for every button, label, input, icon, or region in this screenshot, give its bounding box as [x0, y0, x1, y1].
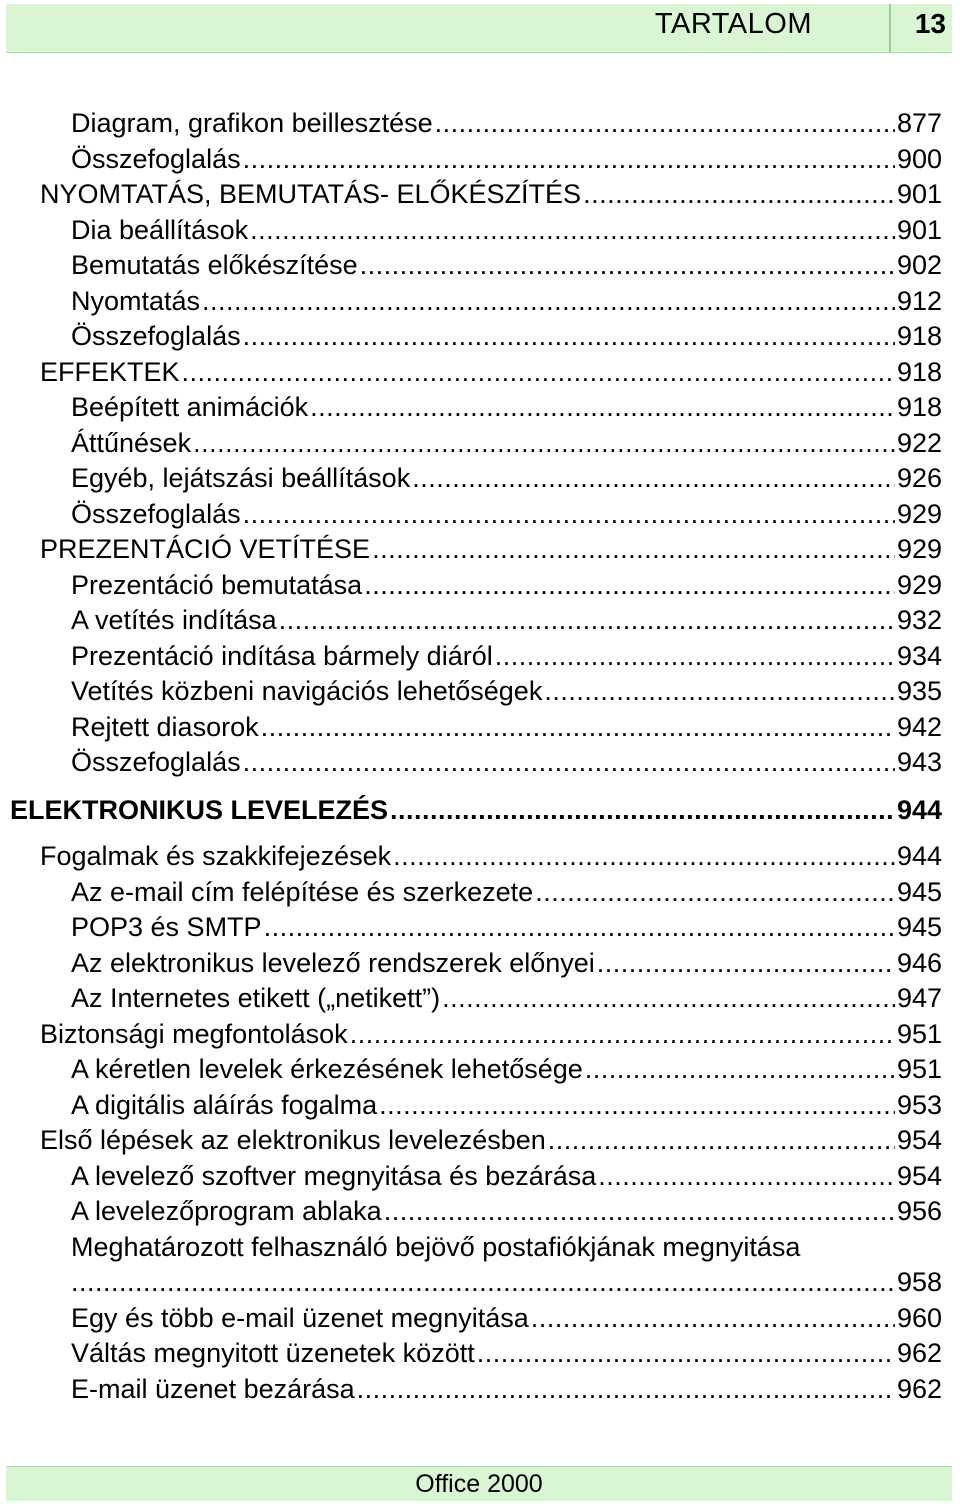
toc-entry-page: 942	[896, 711, 942, 742]
dot-leader	[598, 1159, 895, 1195]
dot-leader	[435, 106, 895, 142]
toc-entry-title: A kéretlen levelek érkezésének lehetősége	[71, 1054, 583, 1084]
toc-entry-title: Az elektronikus levelező rendszerek előnyei	[71, 947, 595, 978]
toc-entry-page: 929	[896, 498, 942, 529]
toc-entry-title: Prezentáció bemutatása	[71, 569, 363, 600]
toc-entry[interactable]	[0, 1194, 960, 1230]
dot-leader	[250, 213, 895, 249]
toc-entry-title: Vetítés közbeni navigációs lehetőségek	[71, 676, 543, 706]
toc-entry-title: A levelezőprogram ablaka	[71, 1196, 382, 1226]
dot-leader	[442, 981, 895, 1017]
dot-leader	[393, 839, 895, 875]
dot-leader	[583, 177, 895, 213]
toc-entry-title: A digitális aláírás fogalma	[71, 1089, 378, 1120]
dot-leader	[390, 793, 895, 829]
toc-entry-page: 946	[896, 947, 942, 978]
toc-entry-page: 935	[896, 676, 942, 706]
toc-entry-page: 926	[896, 463, 942, 493]
toc-entry[interactable]	[0, 106, 960, 142]
header-title: TARTALOM	[654, 8, 812, 40]
toc-entry-page: 944	[896, 841, 942, 871]
toc-entry-title: Nyomtatás	[71, 285, 201, 316]
toc-entry-page: 960	[896, 1302, 942, 1333]
toc-entry-page: 943	[896, 747, 942, 777]
toc-entry-title: Beépített animációk	[71, 392, 309, 422]
dot-leader	[279, 603, 895, 639]
toc-entry[interactable]	[0, 1017, 960, 1053]
toc-entry-title: A levelező szoftver megnyitása és bezárása	[71, 1160, 597, 1191]
toc-entry-page: 954	[896, 1125, 942, 1155]
toc-entry[interactable]	[0, 981, 960, 1017]
toc-entry[interactable]	[0, 946, 960, 982]
dot-leader	[379, 1088, 895, 1124]
dot-leader	[535, 875, 895, 911]
toc-entry-page: 945	[896, 912, 942, 942]
toc-entry[interactable]	[0, 1052, 960, 1088]
toc-entry-page: 953	[896, 1089, 942, 1120]
toc-entry-page: 962	[896, 1338, 942, 1368]
dot-leader	[202, 284, 895, 320]
toc-entry-title: Fogalmak és szakkifejezések	[40, 841, 392, 871]
toc-entry-page: 877	[896, 108, 942, 138]
toc-entry-title: ELEKTRONIKUS LEVELEZÉS	[10, 794, 389, 825]
toc-entry-page: 962	[896, 1373, 942, 1404]
toc-entry-title: Dia beállítások	[71, 214, 249, 245]
dot-leader	[585, 1052, 895, 1088]
toc-entry[interactable]	[0, 497, 960, 533]
toc-entry-title: Az Internetes etikett („netikett”)	[71, 983, 441, 1013]
toc-entry-title: Áttűnések	[71, 427, 192, 458]
toc-entry-title: NYOMTATÁS, BEMUTATÁS- ELŐKÉSZÍTÉS	[40, 179, 582, 209]
table-of-contents	[0, 106, 960, 1407]
toc-entry[interactable]	[0, 319, 960, 355]
toc-entry-title: Meghatározott felhasználó bejövő postafiókjának megnyitása	[71, 1231, 801, 1262]
toc-entry[interactable]	[0, 142, 960, 178]
toc-entry-title: Összefoglalás	[71, 143, 241, 174]
dot-leader	[243, 745, 895, 781]
toc-entry-page: 945	[896, 876, 942, 907]
toc-entry[interactable]	[0, 793, 960, 829]
toc-entry-page: 929	[896, 534, 942, 564]
dot-leader	[531, 1301, 895, 1337]
toc-entry-title: Egy és több e-mail üzenet megnyitása	[71, 1302, 529, 1333]
dot-leader	[495, 639, 895, 675]
toc-entry-page: 944	[896, 794, 942, 825]
footer-text: Office 2000	[415, 1470, 543, 1498]
toc-entry[interactable]	[0, 875, 960, 911]
toc-entry[interactable]	[0, 710, 960, 746]
toc-entry-page: 947	[896, 983, 942, 1013]
toc-entry-page: 912	[896, 285, 942, 316]
toc-entry-page: 918	[896, 356, 942, 387]
toc-entry-title: POP3 és SMTP	[71, 912, 262, 942]
toc-entry[interactable]	[0, 426, 960, 462]
dot-leader	[243, 319, 895, 355]
toc-entry-title: A vetítés indítása	[71, 605, 277, 635]
dot-leader	[364, 568, 895, 604]
toc-entry[interactable]	[0, 839, 960, 875]
toc-entry[interactable]	[0, 1159, 960, 1195]
toc-entry-title: Diagram, grafikon beillesztése	[71, 108, 433, 138]
toc-entry-title: Egyéb, lejátszási beállítások	[71, 463, 411, 493]
toc-entry-page: 900	[896, 143, 942, 174]
toc-entry-title: Váltás megnyitott üzenetek között	[71, 1338, 475, 1368]
toc-entry[interactable]	[0, 461, 960, 497]
dot-leader	[548, 1123, 895, 1159]
toc-entry-page: 951	[896, 1018, 942, 1049]
toc-entry-title: EFFEKTEK	[40, 356, 180, 387]
toc-entry-page: 901	[896, 179, 942, 209]
toc-entry-title: Összefoglalás	[71, 498, 241, 529]
toc-entry-title: Biztonsági megfontolások	[40, 1018, 348, 1049]
toc-entry[interactable]	[0, 1372, 960, 1408]
toc-entry[interactable]	[0, 213, 960, 249]
dot-leader	[597, 946, 895, 982]
dot-leader	[243, 497, 895, 533]
toc-entry-title: Rejtett diasorok	[71, 711, 259, 742]
toc-entry-title: Összefoglalás	[71, 747, 241, 777]
dot-leader	[243, 142, 895, 178]
toc-entry-title: Prezentáció indítása bármely diáról	[71, 640, 493, 671]
dot-leader	[264, 910, 895, 946]
page-number: 13	[914, 8, 946, 39]
page-header	[6, 4, 952, 53]
toc-entry[interactable]	[0, 1336, 960, 1372]
toc-entry[interactable]	[0, 532, 960, 568]
toc-entry[interactable]	[0, 284, 960, 320]
dot-leader	[384, 1194, 895, 1230]
dot-leader	[372, 532, 895, 568]
dot-leader	[182, 355, 895, 391]
toc-entry[interactable]	[0, 568, 960, 604]
toc-entry-page: 951	[896, 1054, 942, 1084]
toc-entry[interactable]	[0, 603, 960, 639]
toc-entry[interactable]	[0, 1088, 960, 1124]
dot-leader	[193, 426, 895, 462]
toc-entry-page: 922	[896, 427, 942, 458]
header-divider	[889, 4, 891, 52]
dot-leader	[310, 390, 895, 426]
toc-entry[interactable]	[0, 910, 960, 946]
toc-entry-title: PREZENTÁCIÓ VETÍTÉSE	[40, 534, 371, 564]
toc-entry[interactable]	[0, 355, 960, 391]
toc-entry[interactable]	[0, 674, 960, 710]
dot-leader	[360, 248, 895, 284]
dot-leader	[412, 461, 895, 497]
toc-entry[interactable]	[0, 390, 960, 426]
dot-leader	[544, 674, 895, 710]
toc-entry-page: 932	[896, 605, 942, 635]
toc-entry[interactable]	[0, 177, 960, 213]
toc-entry-page: 956	[896, 1196, 942, 1226]
toc-entry-title: Az e-mail cím felépítése és szerkezete	[71, 876, 534, 907]
toc-entry-page: 918	[896, 321, 942, 351]
toc-entry[interactable]	[0, 745, 960, 781]
toc-entry-title: Bemutatás előkészítése	[71, 250, 358, 280]
toc-entry-title: Első lépések az elektronikus levelezésben	[40, 1125, 546, 1155]
dot-leader	[261, 710, 895, 746]
toc-entry-page: 918	[896, 392, 942, 422]
toc-entry-page: 929	[896, 569, 942, 600]
toc-entry-page: 934	[896, 640, 942, 671]
toc-entry-page: 958	[896, 1267, 942, 1297]
toc-entry-page: 901	[896, 214, 942, 245]
toc-entry[interactable]	[0, 639, 960, 675]
dot-leader	[71, 1265, 895, 1301]
toc-entry[interactable]	[0, 1123, 960, 1159]
toc-entry-page: 902	[896, 250, 942, 280]
toc-entry-page: 954	[896, 1160, 942, 1191]
toc-entry[interactable]	[0, 248, 960, 284]
dot-leader	[477, 1336, 895, 1372]
page-footer	[6, 1466, 952, 1501]
toc-entry[interactable]	[0, 1230, 960, 1301]
toc-entry[interactable]	[0, 1301, 960, 1337]
dot-leader	[357, 1372, 895, 1408]
dot-leader	[350, 1017, 895, 1053]
toc-entry-title: Összefoglalás	[71, 321, 241, 351]
toc-entry-title: E-mail üzenet bezárása	[71, 1373, 355, 1404]
